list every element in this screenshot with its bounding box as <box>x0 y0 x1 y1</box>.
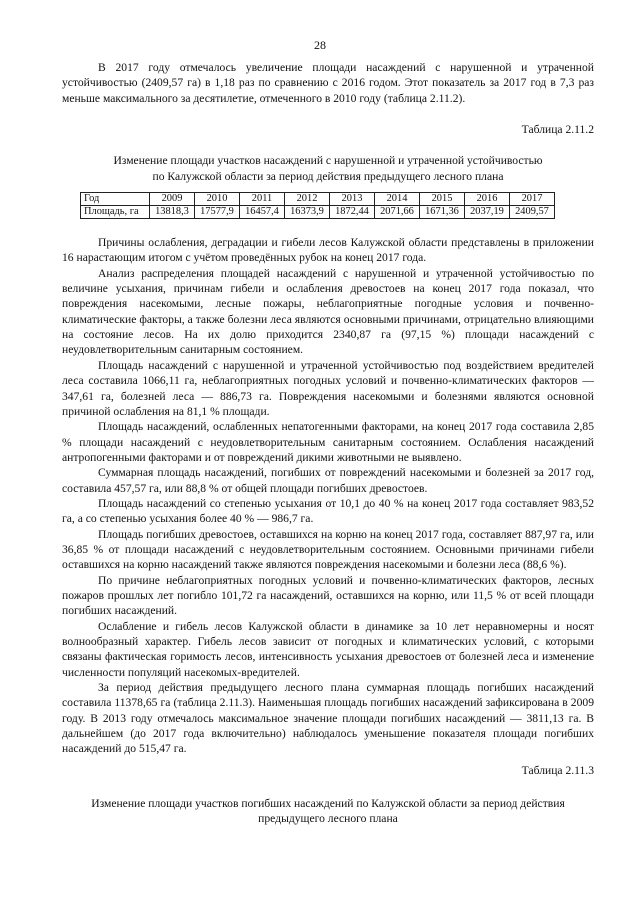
header-cell: 2016 <box>465 193 510 206</box>
row-cell: 2409,57 <box>510 206 555 219</box>
header-cell: 2012 <box>285 193 330 206</box>
row-cell: 16457,4 <box>240 206 285 219</box>
header-cell: 2015 <box>420 193 465 206</box>
table-row <box>81 206 555 219</box>
row-cell: 1872,44 <box>330 206 375 219</box>
header-cell: 2014 <box>375 193 420 206</box>
paragraph-weather: По причине неблагоприятных погодных условий и почвенно-климатических факторов, лесных пожаров прошлых лет погибло 101,72 га насаждений, оставшихся на корню, или 11,5 % от всей площади погибших насаждений. <box>62 573 594 618</box>
page-number: 28 <box>314 38 326 52</box>
table-2-11-2-caption <box>62 153 594 184</box>
paragraph-non-pathogenic: Площадь насаждений, ослабленных непатогенными факторами, на конец 2017 года составила 2,85 % площади насаждений с неудовлетворительным санитарным состоянием. Ослабления насаждений антропогенными факторами и от повреждений дикими животными не выявлено. <box>62 420 594 464</box>
document-body <box>62 60 594 835</box>
caption-line-2: по Калужской области за период действия предыдущего лесного плана <box>152 169 504 183</box>
paragraph-causes: Причины ослабления, деградации и гибели лесов Калужской области представлены в приложении 16 нарастающим итогом с учётом проведённых рубок на конец 2017 года. <box>62 236 594 265</box>
table-2-11-3-label: Таблица 2.11.3 <box>521 763 594 777</box>
row-cell: 1671,36 <box>420 206 465 219</box>
row-cell: 16373,9 <box>285 206 330 219</box>
intro-paragraph: В 2017 году отмечалось увеличение площади насаждений с нарушенной и утраченной устойчивостью (2409,57 га) в 1,18 раз по сравнению с 2016 годом. Этот показатель за 2017 год в 7,3 раз меньше максимального за десятилетие, отмеченного в 2010 году (таблица 2.11.2). <box>62 61 594 105</box>
row-cell: 17577,9 <box>195 206 240 219</box>
row-cell: 2037,19 <box>465 206 510 219</box>
header-cell: Год <box>81 193 150 206</box>
header-cell: 2017 <box>510 193 555 206</box>
paragraph-forest-plan: За период действия предыдущего лесного плана суммарная площадь погибших насаждений составила 11378,65 га (таблица 2.11.3). Наименьшая площадь погибших насаждений зафиксирована в 2009 году. В 2013 году отмечалось максимальное значение площади погибших насаждений — 3811,13 га. В дальнейшем (до 2017 года включительно) наблюдалось уменьшение показателя площади погибших насаждений до 515,47 га. <box>62 681 594 756</box>
row-cell: 13818,3 <box>150 206 195 219</box>
header-cell: 2013 <box>330 193 375 206</box>
paragraph-dead-standing: Площадь погибших древостоев, оставшихся на корню на конец 2017 года, составляет 887,97 га, или 36,85 % от площади насаждений с неудовлетворительным состоянием. Основными причинами гибели оставшихся на корню насаждений также являются повреждения насекомыми и болезни леса (88,6 %). <box>62 527 594 572</box>
paragraph-total-dead: Суммарная площадь насаждений, погибших от повреждений насекомыми и болезней за 2017 год, составила 457,57 га, или 88,8 % от общей площади погибших древостоев. <box>62 466 594 495</box>
header-cell: 2009 <box>150 193 195 206</box>
table-2-11-3-caption: Изменение площади участков погибших насаждений по Калужской области за период действия предыдущего лесного плана <box>91 797 565 826</box>
header-cell: 2011 <box>240 193 285 206</box>
caption-line-1: Изменение площади участков насаждений с нарушенной и утраченной устойчивостью <box>113 154 543 168</box>
paragraph-pests: Площадь насаждений с нарушенной и утраченной устойчивостью под воздействием вредителей леса составила 1066,11 га, неблагоприятных погодных условий и почвенно-климатических факторов — 347,61 га, болезней леса — 886,73 га. Повреждения насекомыми и болезнями являются основной причиной ослабления на 81,1 % площади. <box>62 358 594 418</box>
table-2-11-2-label: Таблица 2.11.2 <box>521 123 594 137</box>
row-cell: 2071,66 <box>375 206 420 219</box>
table-2-11-2 <box>80 192 555 219</box>
paragraph-analysis: Анализ распределения площадей насаждений с нарушенной и утраченной устойчивостью по величине усыхания, причинам гибели и ослабления древостоев на конец 2017 года показал, что повреждения насекомыми, лесные пожары, неблагоприятные погодные условия и почвенно-климатические факторы, а также болезни леса являются основными причинами, отрицательно влияющими на состояние лесов. На их долю приходится 2340,87 га (97,15 %) площади насаждений с неудовлетворительным санитарным состоянием. <box>62 266 594 357</box>
paragraph-dynamics: Ослабление и гибель лесов Калужской области в динамике за 10 лет неравномерны и носят волнообразный характер. Гибель лесов зависит от погодных и климатических условий, с которыми связаны фактическая горимость лесов, интенсивность усыхания древостоев от болезней леса и изменение численности популяций насекомых-вредителей. <box>62 619 594 679</box>
row-cell: Площадь, га <box>81 206 150 219</box>
table-header-row <box>81 193 555 206</box>
paragraph-drying-degree: Площадь насаждений со степенью усыхания от 10,1 до 40 % на конец 2017 года составляет 983,52 га, а со степенью усыхания более 40 % — 986,7 га. <box>62 496 594 526</box>
header-cell: 2010 <box>195 193 240 206</box>
